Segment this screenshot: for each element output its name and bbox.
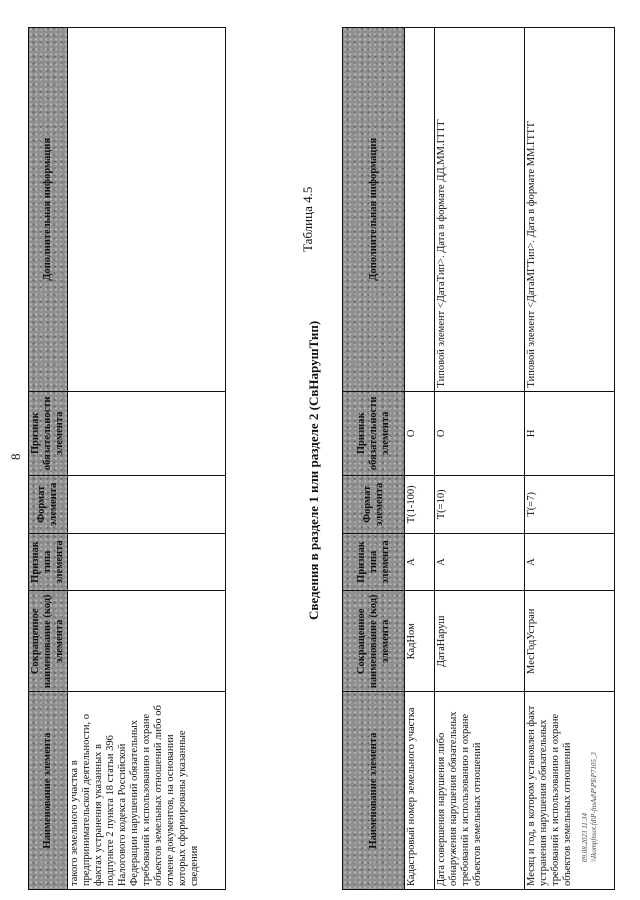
- cell-required: Н: [525, 391, 615, 475]
- cell-code: КадНом: [405, 591, 435, 692]
- cell-code: МесГодУстран: [525, 591, 615, 692]
- print-footer: [581, 752, 599, 862]
- cell-type: А: [435, 533, 525, 591]
- cell-type: А: [405, 533, 435, 591]
- cell-format: T(=7): [525, 476, 615, 534]
- table-row: [68, 28, 226, 890]
- cell-extra: [68, 28, 226, 392]
- table-svnarushtip: [342, 27, 615, 890]
- cell-name: такого земельного участка в предпринимательской деятельности, о фактах устранения указанных в подпункте 2 пункта 18 статьи 396 Налогового кодекса Российской Федерации нарушений обязательных требований к использованию и охране объектов земельных отношений либо об отмене документов, на основании которых сформированы указанные сведения: [68, 692, 226, 890]
- header-extra: Дополнительная информация: [343, 28, 405, 392]
- header-extra: Дополнительная информация: [29, 28, 68, 392]
- cell-format: T(=10): [435, 476, 525, 534]
- cell-type: [68, 533, 226, 591]
- cell-type: А: [525, 533, 615, 591]
- cell-format: [68, 476, 226, 534]
- section-title: Сведения в разделе 1 или разделе 2 (СвНарушТип): [306, 320, 321, 620]
- header-type: Признак типа элемента: [29, 533, 68, 591]
- header-name: Наименование элемента: [29, 692, 68, 890]
- cell-name: Месяц и год, в котором установлен факт устранения нарушения обязательных требований к использованию и охране объектов земельных отношений: [525, 692, 615, 890]
- cell-required: О: [435, 391, 525, 475]
- cell-extra: Типовой элемент <ДатаТип>. Дата в формате ДД.ММ.ГГГГ: [435, 28, 525, 392]
- table-continuation: [28, 27, 226, 890]
- table-header-row: [343, 28, 405, 890]
- table-row: [405, 28, 435, 890]
- cell-name: Дата совершения нарушения либо обнаружения нарушения обязательных требований к использованию и охране объектов земельных отношений: [435, 692, 525, 890]
- header-required: Признак обязательности элемента: [343, 391, 405, 475]
- header-name: Наименование элемента: [343, 692, 405, 890]
- table-header-row: [29, 28, 68, 890]
- cell-extra: Типовой элемент <ДатаМГТип>. Дата в формате ММ.ГГГГ: [525, 28, 615, 392]
- header-required: Признак обязательности элемента: [29, 391, 68, 475]
- header-code: Сокращенное наименование (код) элемента: [343, 591, 405, 692]
- page-number: 8: [8, 453, 23, 460]
- header-type: Признак типа элемента: [343, 533, 405, 591]
- header-format: Формат элемента: [29, 476, 68, 534]
- footer-path: \\Ikompfnsot.fd\P-fnsAd\P\P$\P7105_3: [590, 752, 598, 862]
- header-code: Сокращенное наименование (код) элемента: [29, 591, 68, 692]
- table-row: [435, 28, 525, 890]
- header-format: Формат элемента: [343, 476, 405, 534]
- cell-format: T(1-100): [405, 476, 435, 534]
- cell-required: О: [405, 391, 435, 475]
- table-row: [525, 28, 615, 890]
- cell-name: Кадастровый номер земельного участка: [405, 692, 435, 890]
- cell-code: [68, 591, 226, 692]
- cell-extra: [405, 28, 435, 392]
- cell-required: [68, 391, 226, 475]
- table-number-label: Таблица 4.5: [300, 186, 315, 252]
- footer-date: 09.08.2023 11:34: [581, 812, 589, 862]
- cell-code: ДатаНаруш: [435, 591, 525, 692]
